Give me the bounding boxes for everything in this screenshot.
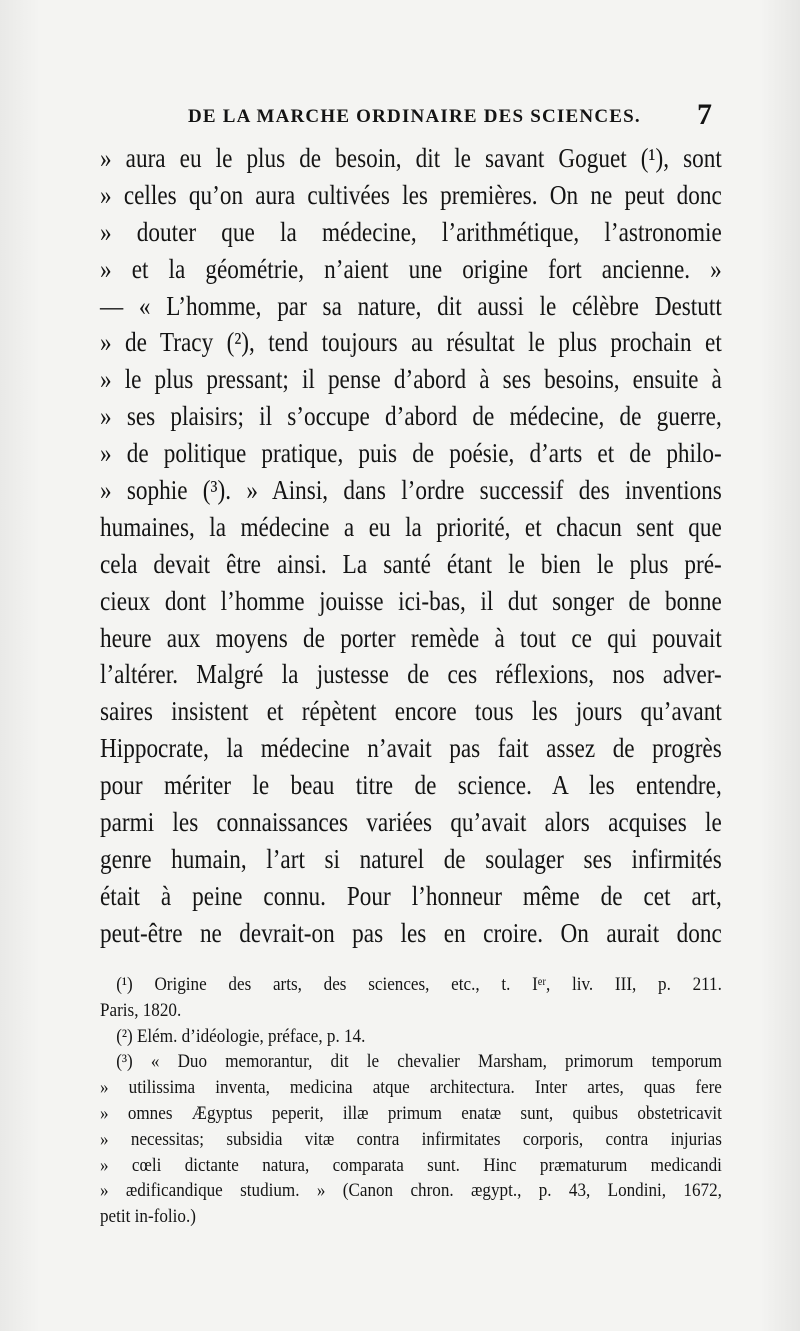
- footnote-line: » necessitas; subsidia vitæ contra infirmitates corporis, contra injurias: [100, 1128, 722, 1150]
- text-line: » et la géométrie, n’aient une origine fort ancienne. »: [100, 253, 722, 284]
- main-text: [100, 140, 722, 952]
- text-line: était à peine connu. Pour l’honneur même de cet art,: [100, 880, 722, 911]
- text-line: Hippocrate, la médecine n’avait pas fait assez de progrès: [100, 733, 722, 764]
- footnote-line: » ædificandique studium. » (Canon chron. ægypt., p. 43, Londini, 1672,: [100, 1180, 722, 1202]
- text-line: pour mériter le beau titre de science. A les entendre,: [100, 770, 722, 801]
- footnote-line: » cœli dictante natura, comparata sunt. Hinc præmaturum medicandi: [100, 1154, 722, 1176]
- text-line: » aura eu le plus de besoin, dit le savant Goguet (¹), sont: [100, 143, 722, 173]
- page-header: [100, 100, 720, 136]
- text-line: genre humain, l’art si naturel de soulager ses infirmités: [100, 843, 722, 874]
- text-line: » sophie (³). » Ainsi, dans l’ordre successif des inventions: [100, 475, 722, 506]
- text-line: » le plus pressant; il pense d’abord à ses besoins, ensuite à: [100, 364, 722, 395]
- footnote-line: petit in-folio.): [100, 1206, 196, 1228]
- text-line: l’altérer. Malgré la justesse de ces réflexions, nos adver-: [100, 659, 722, 690]
- text-line: » ses plaisirs; il s’occupe d’abord de médecine, de guerre,: [100, 401, 722, 432]
- text-line: parmi les connaissances variées qu’avait alors acquises le: [100, 807, 722, 838]
- text-line: cieux dont l’homme jouisse ici-bas, il dut songer de bonne: [100, 585, 722, 616]
- footnote-line: » omnes Ægyptus peperit, illæ primum enatæ sunt, quibus obstetricavit: [100, 1102, 722, 1124]
- text-line: » de Tracy (²), tend toujours au résultat le plus prochain et: [100, 327, 722, 358]
- text-line: saires insistent et répètent encore tous les jours qu’avant: [100, 696, 722, 727]
- footnote-line: (²) Elém. d’idéologie, préface, p. 14.: [116, 1025, 366, 1047]
- text-line: humaines, la médecine a eu la priorité, et chacun sent que: [100, 511, 722, 542]
- footnote-line: » utilissima inventa, medicina atque architectura. Inter artes, quas fere: [100, 1077, 722, 1099]
- text-line: heure aux moyens de porter remède à tout ce qui pouvait: [100, 622, 722, 653]
- text-line: » de politique pratique, puis de poésie, d’arts et de philo-: [100, 438, 722, 469]
- footnote-line: (¹) Origine des arts, des sciences, etc., t. Iᵉʳ, liv. III, p. 211.: [116, 974, 722, 995]
- text-line: — « L’homme, par sa nature, dit aussi le célèbre Destutt: [100, 290, 722, 321]
- footnote-line: Paris, 1820.: [100, 999, 182, 1021]
- text-line: » celles qu’on aura cultivées les premières. On ne peut donc: [100, 179, 722, 210]
- running-head: DE LA MARCHE ORDINAIRE DES SCIENCES.: [188, 106, 641, 127]
- text-line: cela devait être ainsi. La santé étant le bien le plus pré-: [100, 548, 722, 579]
- text-line: » douter que la médecine, l’arithmétique, l’astronomie: [100, 216, 722, 247]
- text-line: peut-être ne devrait-on pas les en croire. On aurait donc: [100, 917, 722, 948]
- footnote-line: (³) « Duo memorantur, dit le chevalier Marsham, primorum temporum: [116, 1051, 722, 1073]
- footnotes: [100, 972, 722, 1230]
- page-number: 7: [697, 98, 712, 131]
